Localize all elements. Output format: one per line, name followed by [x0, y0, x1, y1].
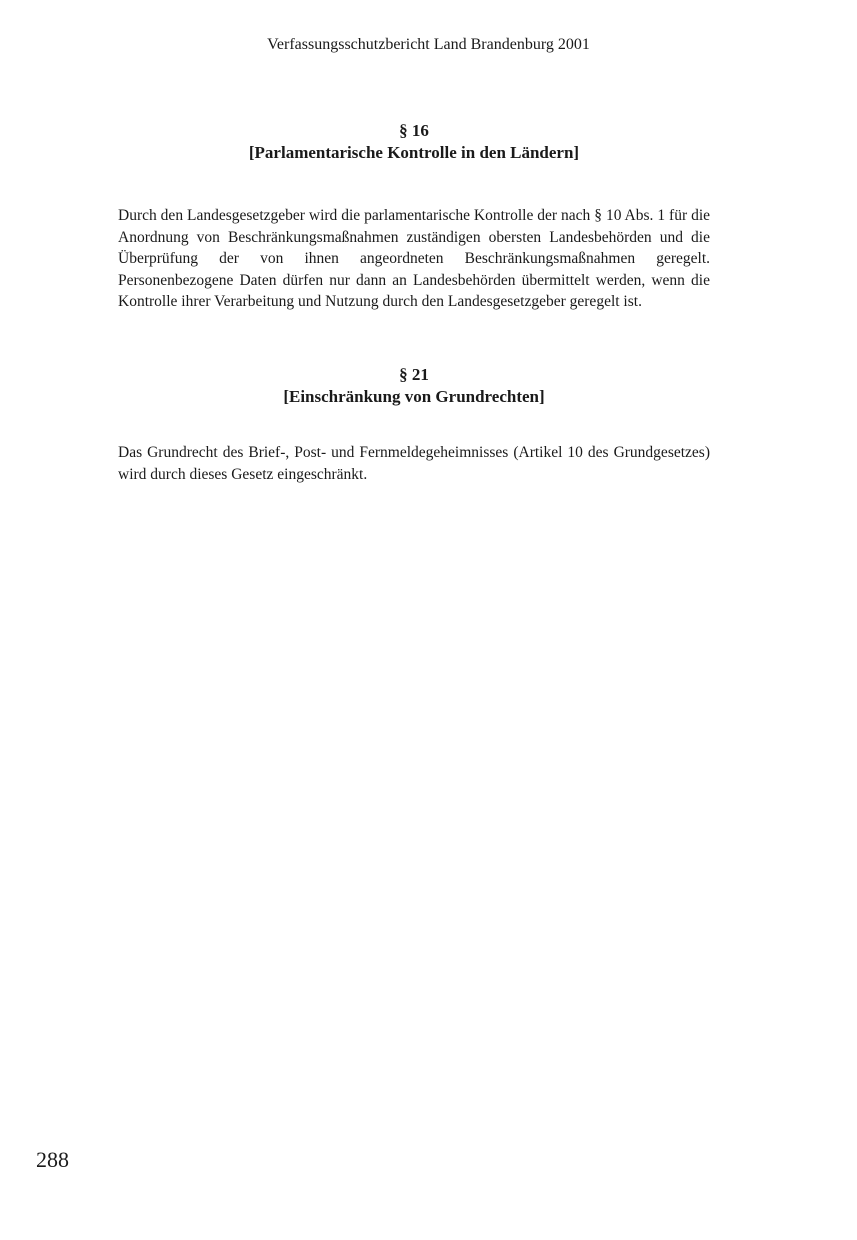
section-body: Durch den Landesgesetzgeber wird die parlamentarische Kontrolle der nach § 10 Abs. 1 für die Anordnung von Beschränkungsmaßnahmen zuständigen obersten Landesbehörden und die Überprüfung der von ihnen angeordneten Beschränkungsmaßnahmen geregelt. Personenbezogene Daten dürfen nur dann an Landesbehörden übermittelt werden, wenn die Kontrolle ihrer Verarbeitung und Nutzung durch den Landesgesetzgeber geregelt ist. — [118, 207, 710, 311]
section-number: § 21 — [399, 365, 429, 384]
page-number: 288 — [36, 1147, 69, 1172]
section-21 — [118, 364, 710, 485]
section-number: § 16 — [399, 121, 429, 140]
section-16 — [118, 120, 710, 313]
section-title: [Parlamentarische Kontrolle in den Ländern] — [248, 143, 580, 162]
running-header: Verfassungsschutzbericht Land Brandenburg 2001 — [267, 36, 590, 53]
section-title: [Einschränkung von Grundrechten] — [283, 387, 545, 406]
section-body: Das Grundrecht des Brief-, Post- und Fernmeldegeheimnisses (Artikel 10 des Grundgesetzes) wird durch dieses Gesetz eingeschränkt. — [118, 444, 710, 483]
